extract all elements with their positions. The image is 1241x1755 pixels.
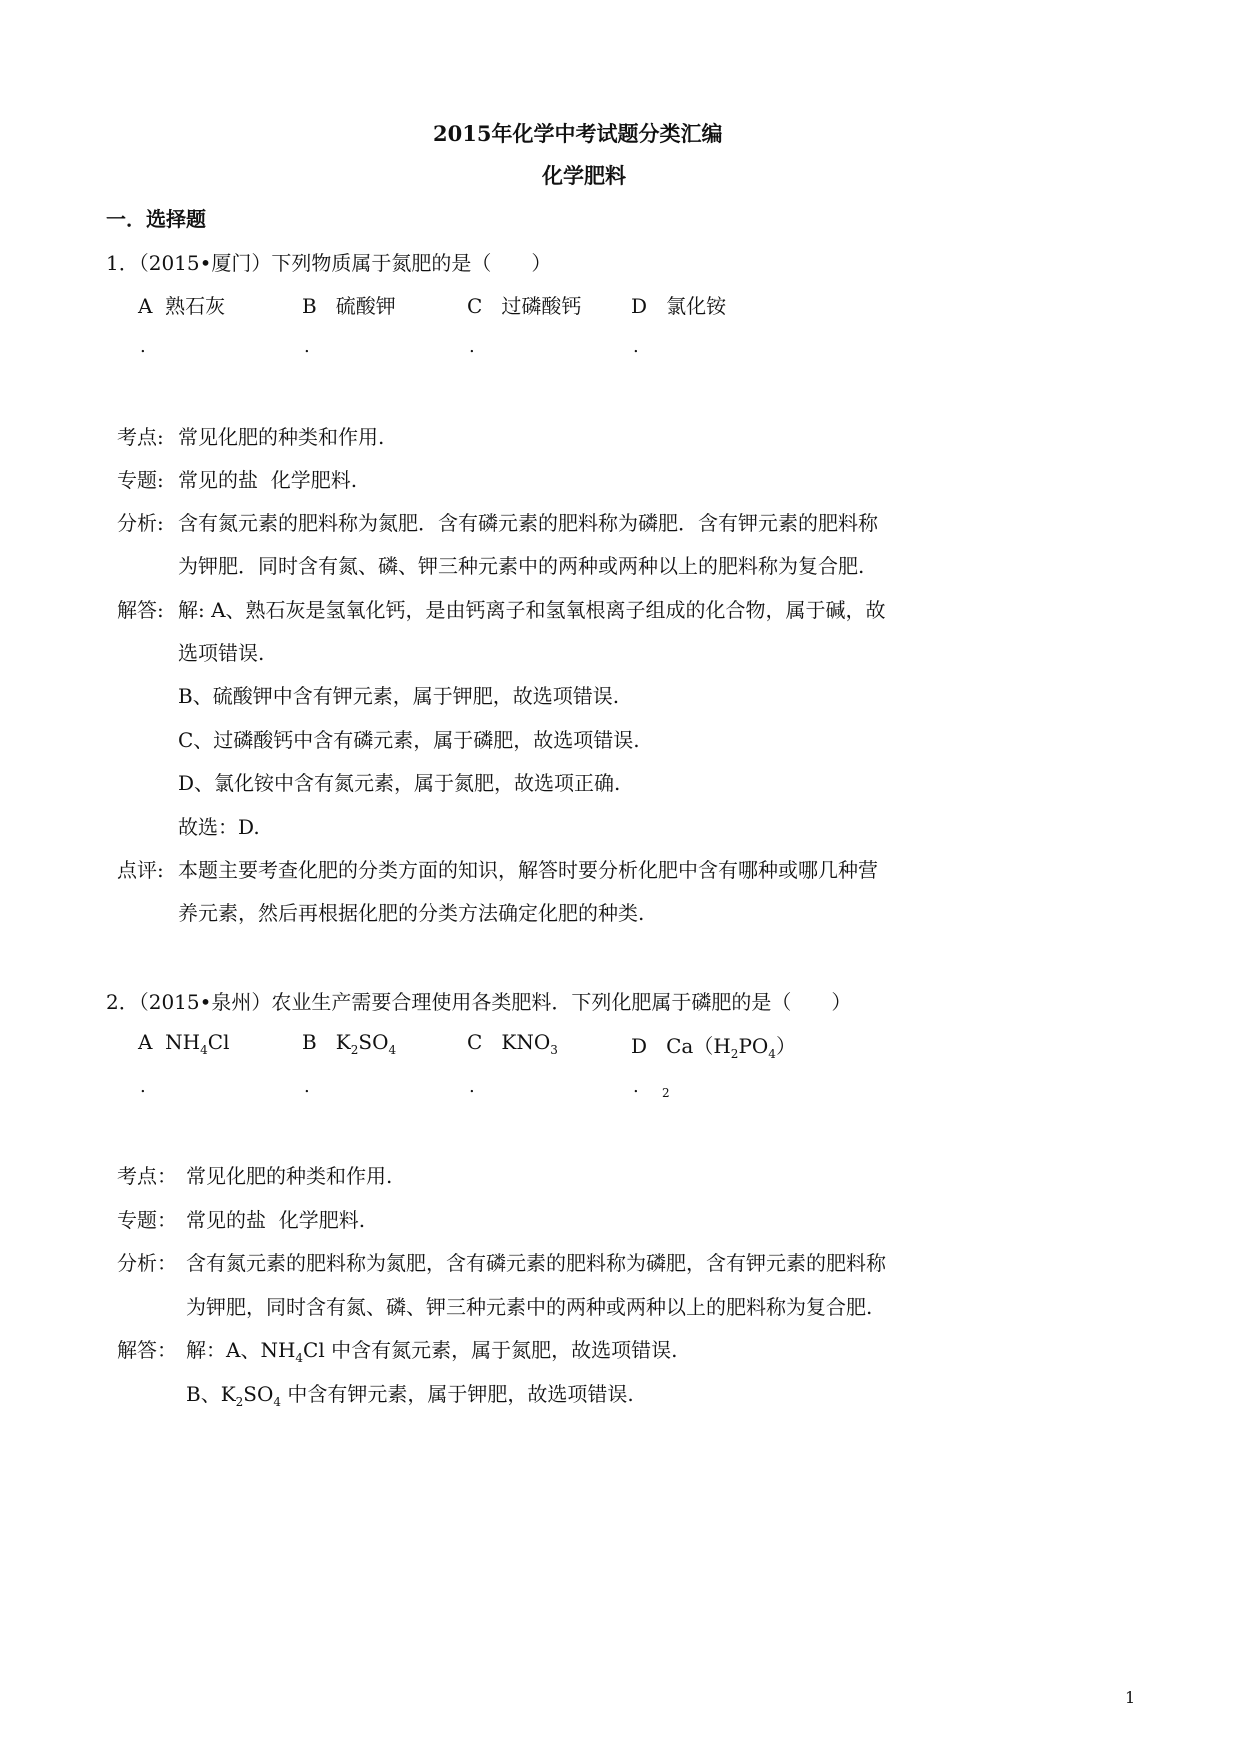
q2-option-b: B $K_2SO_4$ [302, 1030, 397, 1057]
option-text: 硫酸钾 [335, 294, 396, 318]
q1-option-a [138, 290, 225, 319]
q1-jieda-label: 解答: [117, 598, 164, 622]
option-letter: D [631, 294, 648, 318]
q2-jieda-line2: B、$K_2SO_4$ 中含有钾元素，属于钾肥，故选项错误. [186, 1382, 634, 1409]
q2-stem: 2．（2015•泉州）农业生产需要合理使用各类肥料．下列化肥属于磷肥的是（ ） [106, 990, 852, 1014]
q2-dot-d: . [633, 1076, 639, 1097]
q1-stem: 1．（2015•厦门）下列物质属于氮肥的是（ ） [106, 251, 552, 275]
q2-jieda-label: 解答： [117, 1338, 177, 1362]
q1-dot-d: . [633, 336, 639, 357]
q1-zhuanti: 常见的盐 化学肥料. [178, 468, 358, 492]
q1-dianping-line2: 养元素，然后再根据化肥的分类方法确定化肥的种类. [178, 901, 645, 925]
page-subtitle: 化学肥料 [542, 163, 626, 188]
q1-option-c [467, 290, 581, 319]
option-letter: C [467, 1030, 483, 1054]
q1-kaodian-label: 考点: [117, 425, 164, 449]
option-letter: D [631, 1034, 648, 1058]
q1-dianping-label: 点评: [117, 858, 164, 882]
q2-fenxi-label: 分析： [117, 1251, 177, 1275]
q1-option-d [631, 290, 726, 319]
page-number: 1 [1125, 1688, 1136, 1707]
q1-dot-c: . [469, 336, 475, 357]
q2-kaodian: 常见化肥的种类和作用. [186, 1164, 393, 1188]
q2-option-c: C $KNO_3$ [467, 1030, 558, 1057]
q1-fenxi-label: 分析: [117, 511, 164, 535]
q2-kaodian-label: 考点： [117, 1164, 177, 1188]
q2-zhuanti-label: 专题： [117, 1208, 177, 1232]
option-letter: B [302, 1030, 317, 1054]
option-letter: C [467, 294, 483, 318]
q1-jieda-line2: 选项错误. [178, 641, 265, 665]
q1-jieda-line4: C、过磷酸钙中含有磷元素，属于磷肥，故选项错误. [178, 728, 640, 752]
page-title: 2015年化学中考试题分类汇编 [433, 121, 723, 146]
option-text: 过磷酸钙 [501, 294, 582, 318]
q2-option-d: D $Ca(H_2PO_4)$ [631, 1034, 796, 1061]
q1-dot-b: . [304, 336, 310, 357]
q1-fenxi-line1: 含有氮元素的肥料称为氮肥．含有磷元素的肥料称为磷肥．含有钾元素的肥料称 [178, 511, 878, 535]
option-text: 熟石灰 [165, 294, 226, 318]
q2-fenxi-line1: 含有氮元素的肥料称为氮肥，含有磷元素的肥料称为磷肥，含有钾元素的肥料称 [186, 1251, 886, 1275]
q1-dianping-line1: 本题主要考查化肥的分类方面的知识，解答时要分析化肥中含有哪种或哪几种营 [178, 858, 878, 882]
q2-zhuanti: 常见的盐 化学肥料. [186, 1208, 366, 1232]
q1-zhuanti-label: 专题: [117, 468, 164, 492]
option-letter: B [302, 294, 317, 318]
option-letter: A [138, 1030, 153, 1054]
q1-jieda-line6: 故选：D. [178, 815, 260, 839]
q1-jieda-line5: D、氯化铵中含有氮元素，属于氮肥，故选项正确. [178, 771, 621, 795]
q1-dot-a: . [140, 336, 146, 357]
option-letter: A [138, 294, 153, 318]
q1-fenxi-line2: 为钾肥．同时含有氮、磷、钾三种元素中的两种或两种以上的肥料称为复合肥. [178, 554, 865, 578]
q2-fenxi-line2: 为钾肥，同时含有氮、磷、钾三种元素中的两种或两种以上的肥料称为复合肥. [186, 1295, 873, 1319]
q1-jieda-line3: B、硫酸钾中含有钾元素，属于钾肥，故选项错误. [178, 684, 620, 708]
section-heading: 一．选择题 [106, 207, 206, 231]
q1-jieda-line1: 解: A、熟石灰是氢氧化钙，是由钙离子和氢氧根离子组成的化合物，属于碱，故 [178, 598, 886, 622]
option-text: 氯化铵 [666, 294, 727, 318]
q1-option-b [302, 290, 396, 319]
q2-dot-b: . [304, 1076, 310, 1097]
q2-option-a: A $NH_4Cl$ [138, 1030, 230, 1057]
q2-jieda-line1: 解：A、$NH_4Cl$ 中含有氮元素，属于氮肥，故选项错误. [186, 1338, 678, 1365]
q2-option-d-subscript-trail: 2 [662, 1086, 670, 1100]
q2-dot-c: . [469, 1076, 475, 1097]
q1-kaodian: 常见化肥的种类和作用. [178, 425, 385, 449]
q2-dot-a: . [140, 1076, 146, 1097]
